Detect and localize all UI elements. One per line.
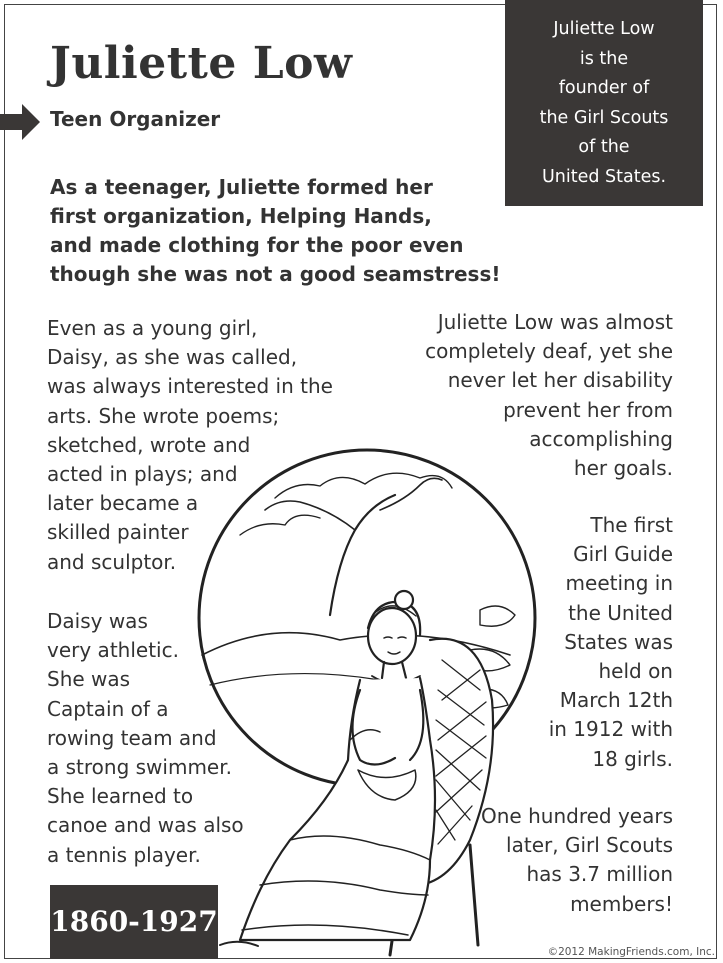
text-line: Juliette Low was almost	[437, 310, 673, 334]
text-line: rowing team and	[47, 725, 217, 750]
text-line: in 1912 with	[548, 717, 673, 742]
info-line: United States.	[541, 166, 667, 187]
text-line: Girl Guide	[573, 542, 673, 567]
text-line: March 12th	[559, 688, 673, 713]
text-line: One hundred years	[481, 804, 673, 828]
info-line: of the	[578, 137, 630, 158]
text-line: has 3.7 million	[526, 862, 673, 887]
text-line: her goals.	[573, 456, 673, 481]
text-line: a tennis player.	[47, 842, 201, 867]
text-line: acted in plays; and	[47, 462, 238, 487]
intro-paragraph	[50, 173, 500, 289]
text-line: canoe and was also	[47, 813, 244, 838]
text-line: very athletic.	[47, 638, 179, 663]
text-line: Daisy was	[47, 609, 148, 633]
life-dates-badge: 1860-1927	[50, 885, 218, 959]
info-line: founder of	[558, 78, 650, 99]
copyright-notice: ©2012 MakingFriends.com, Inc.	[547, 946, 715, 958]
text-line: later became a	[47, 491, 199, 516]
info-line: the Girl Scouts	[539, 107, 669, 128]
text-line: was always interested in the	[47, 374, 333, 399]
text-line: sketched, wrote and	[47, 432, 251, 457]
text-line: States was	[564, 629, 673, 654]
text-line: She was	[47, 667, 131, 692]
info-line: Juliette Low	[553, 19, 655, 39]
text-line: members!	[570, 891, 673, 916]
intro-line: As a teenager, Juliette formed her	[50, 175, 433, 199]
text-line: Daisy, as she was called,	[47, 345, 298, 370]
text-line: and sculptor.	[47, 549, 177, 574]
text-line: prevent her from	[503, 397, 673, 422]
text-line: The first	[590, 513, 673, 537]
page-subtitle: Teen Organizer	[50, 107, 221, 131]
text-line: accomplishing	[529, 426, 673, 451]
text-line: Even as a young girl,	[47, 316, 258, 340]
juliette-low-illustration	[180, 440, 540, 960]
info-line: is the	[579, 48, 629, 69]
intro-line: though she was not a good seamstress!	[50, 262, 501, 286]
text-line: meeting in	[565, 571, 673, 596]
girl-guide-paragraph	[549, 511, 673, 774]
intro-line: first organization, Helping Hands,	[50, 204, 432, 228]
intro-line: and made clothing for the poor even	[50, 233, 464, 257]
text-line: the United	[568, 600, 673, 625]
text-line: skilled painter	[47, 520, 189, 545]
text-line: 18 girls.	[592, 746, 673, 771]
text-line: She learned to	[47, 784, 194, 809]
text-line: a strong swimmer.	[47, 755, 232, 780]
text-line: arts. She wrote poems;	[47, 403, 280, 428]
text-line: Captain of a	[47, 696, 169, 721]
text-line: never let her disability	[447, 368, 673, 393]
founder-info-box	[505, 0, 703, 206]
page-title: Juliette Low	[50, 38, 353, 89]
text-line: held on	[598, 659, 673, 684]
right-arrow-icon	[0, 104, 40, 140]
text-line: completely deaf, yet she	[425, 339, 673, 364]
text-line: later, Girl Scouts	[506, 833, 673, 858]
